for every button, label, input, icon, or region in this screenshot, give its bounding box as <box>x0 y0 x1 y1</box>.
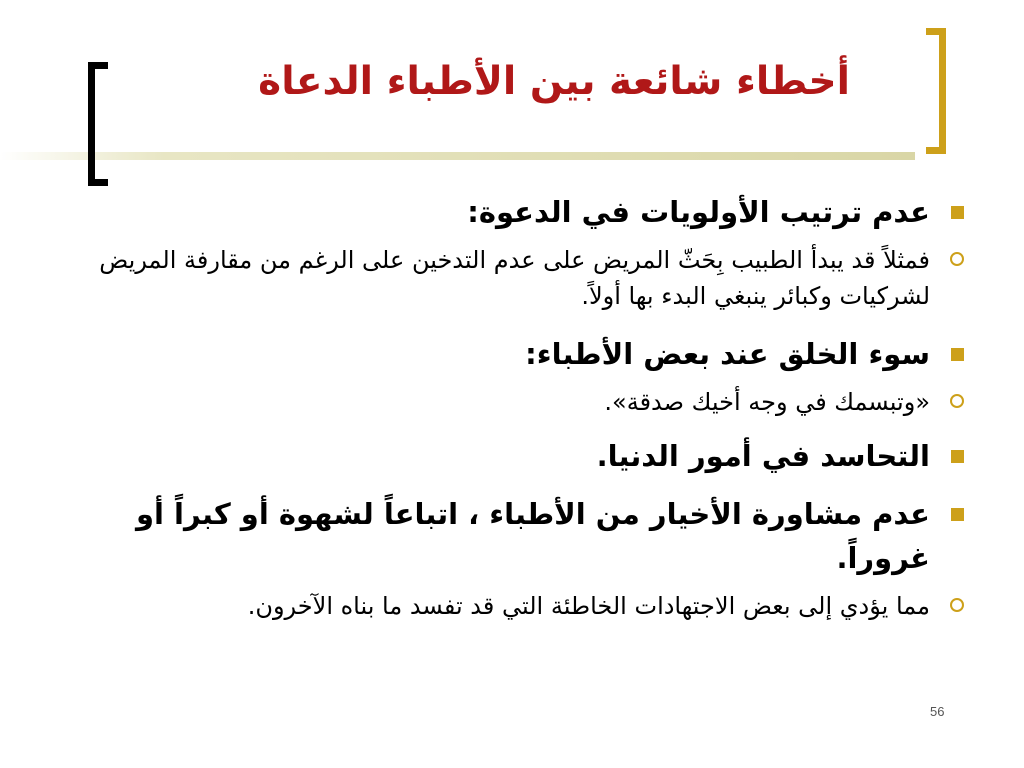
bullet-text: سوء الخلق عند بعض الأطباء: <box>525 337 930 371</box>
title-underline <box>0 152 915 160</box>
square-bullet-icon <box>951 348 964 361</box>
sub-bullet-item <box>70 588 930 624</box>
sub-bullet-text: مما يؤدي إلى بعض الاجتهادات الخاطئة التي قد تفسد ما بناه الآخرون. <box>247 592 930 620</box>
sub-bullet-item <box>70 384 930 420</box>
slide-content <box>70 190 930 624</box>
right-bracket-decoration <box>926 28 946 154</box>
circle-bullet-icon <box>950 252 964 266</box>
circle-bullet-icon <box>950 394 964 408</box>
bullet-item <box>70 492 930 580</box>
bullet-item <box>70 434 930 478</box>
sub-bullet-text: فمثلاً قد يبدأ الطبيب بِحَثّ المريض على عدم التدخين على الرغم من مقارفة المريض لشركيات وكبائر ينبغي البدء بها أولاً. <box>99 246 930 310</box>
square-bullet-icon <box>951 206 964 219</box>
bullet-item <box>70 190 930 234</box>
circle-bullet-icon <box>950 598 964 612</box>
left-bracket-decoration <box>88 62 108 186</box>
bullet-item <box>70 332 930 376</box>
square-bullet-icon <box>951 450 964 463</box>
bullet-text: عدم مشاورة الأخيار من الأطباء ، اتباعاً لشهوة أو كبراً أو غروراً. <box>135 497 930 575</box>
slide-title: أخطاء شائعة بين الأطباء الدعاة <box>258 59 850 104</box>
sub-bullet-text: «وتبسمك في وجه أخيك صدقة». <box>604 388 930 416</box>
bullet-text: التحاسد في أمور الدنيا. <box>596 439 930 473</box>
sub-bullet-item <box>70 242 930 314</box>
page-number: 56 <box>930 704 945 719</box>
square-bullet-icon <box>951 508 964 521</box>
bullet-text: عدم ترتيب الأولويات في الدعوة: <box>467 195 930 229</box>
